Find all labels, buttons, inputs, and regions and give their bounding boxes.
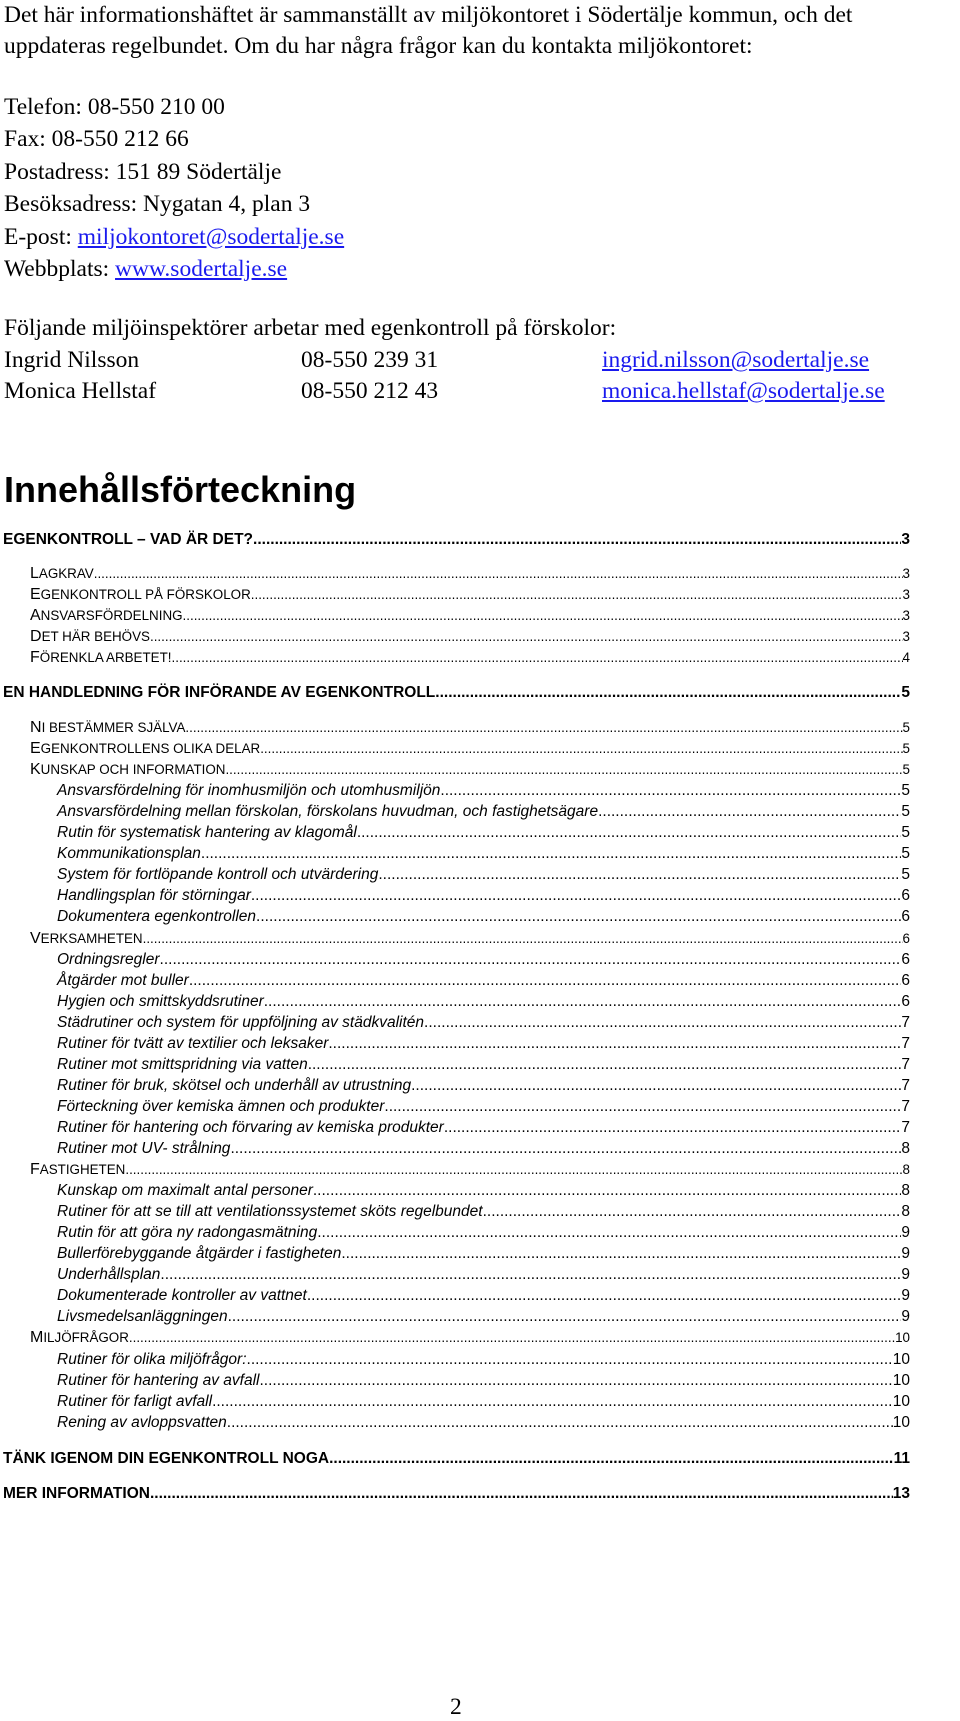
toc-entry-page: 3	[902, 587, 910, 602]
toc-entry-level-3[interactable]	[57, 1076, 910, 1096]
toc-entry-level-3[interactable]	[57, 1055, 910, 1075]
toc-dot-leader	[307, 1286, 902, 1306]
toc-entry-level-3[interactable]	[57, 907, 910, 927]
toc-entry-level-3[interactable]	[57, 886, 910, 906]
toc-entry-level-2[interactable]	[30, 739, 910, 759]
toc-entry-level-3[interactable]	[57, 1202, 910, 1222]
toc-entry-page: 5	[901, 866, 910, 883]
toc-entry-level-2[interactable]	[30, 606, 910, 626]
toc-entry-rest: GENKONTROLLENS OLIKA DELAR	[40, 741, 261, 756]
toc-dot-leader	[172, 648, 903, 668]
toc-entry-label	[30, 627, 150, 647]
toc-entry-page: 6	[901, 887, 910, 904]
toc-entry-label: Kommunikationsplan	[57, 845, 201, 862]
toc-entry-label	[30, 585, 251, 605]
toc-dot-leader	[160, 1265, 901, 1285]
contact-email-line	[4, 221, 344, 253]
toc-entry-label: Rutiner mot smittspridning via vatten	[57, 1056, 308, 1073]
toc-entry-level-2[interactable]	[30, 718, 910, 738]
toc-entry-page: 7	[901, 1056, 910, 1073]
toc-dot-leader	[251, 585, 903, 605]
toc-entry-level-3[interactable]	[57, 971, 910, 991]
toc-entry-label: Livsmedelsanläggningen	[57, 1308, 228, 1325]
toc-entry-page: 5	[901, 803, 910, 820]
toc-entry-page: 7	[901, 1119, 910, 1136]
toc-entry-level-3[interactable]	[57, 844, 910, 864]
toc-entry-page: 5	[902, 741, 910, 756]
toc-entry-page: 7	[901, 1014, 910, 1031]
toc-dot-leader	[341, 1244, 901, 1264]
toc-entry-page: 7	[901, 1035, 910, 1052]
toc-entry-label	[30, 606, 183, 626]
toc-entry-rest: ERKSAMHETEN	[40, 931, 143, 946]
toc-entry-initial: F	[30, 649, 40, 666]
toc-entry-level-1[interactable]	[3, 1484, 910, 1504]
toc-dot-leader	[253, 530, 901, 550]
toc-entry-page: 10	[892, 1372, 910, 1389]
toc-dot-leader	[435, 683, 901, 703]
toc-entry-initial: N	[30, 719, 42, 736]
toc-entry-page: 8	[901, 1140, 910, 1157]
toc-dot-leader	[313, 1181, 902, 1201]
toc-entry-level-2[interactable]	[30, 1160, 910, 1180]
inspector-phone: 08-550 212 43	[301, 378, 439, 404]
toc-entry-rest: ET HÄR BEHÖVS	[41, 629, 150, 644]
toc-entry-initial: M	[30, 1329, 44, 1346]
toc-entry-rest: UNSKAP OCH INFORMATION	[40, 762, 226, 777]
toc-entry-initial: E	[30, 586, 41, 603]
toc-entry-page: 13	[892, 1485, 910, 1502]
toc-entry-initial: E	[30, 740, 41, 757]
toc-dot-leader	[384, 1097, 901, 1117]
toc-entry-page: 6	[901, 908, 910, 925]
toc-entry-page: 9	[901, 1224, 910, 1241]
toc-entry-level-3[interactable]	[57, 1181, 910, 1201]
toc-entry-page: 7	[901, 1077, 910, 1094]
toc-entry-page: 9	[901, 1287, 910, 1304]
toc-entry-page: 5	[901, 782, 910, 799]
toc-entry-label: Bullerförebyggande åtgärder i fastigheten	[57, 1245, 342, 1262]
toc-dot-leader	[150, 1484, 893, 1504]
toc-dot-leader	[183, 606, 903, 626]
toc-entry-label: Dokumentera egenkontrollen	[57, 908, 257, 925]
toc-entry-level-2[interactable]	[30, 760, 910, 780]
toc-dot-leader	[256, 907, 901, 927]
toc-entry-page: 3	[902, 629, 910, 644]
toc-entry-label: Rutiner mot UV- strålning	[57, 1140, 231, 1157]
inspector-phone: 08-550 239 31	[301, 347, 439, 373]
toc-entry-page: 6	[901, 951, 910, 968]
email-link[interactable]: miljokontoret@sodertalje.se	[77, 223, 345, 250]
web-link[interactable]: www.sodertalje.se	[115, 256, 288, 283]
toc-entry-level-3[interactable]	[57, 1034, 910, 1054]
toc-entry-level-3[interactable]	[57, 781, 910, 801]
toc-dot-leader	[247, 1350, 893, 1370]
toc-entry-label	[30, 739, 260, 759]
toc-entry-initial: L	[30, 565, 39, 582]
toc-entry-level-3[interactable]	[57, 1139, 910, 1159]
toc-entry-initial: F	[30, 1161, 40, 1178]
toc-entry-level-3[interactable]	[57, 865, 910, 885]
toc-dot-leader	[357, 823, 902, 843]
toc-entry-label	[30, 760, 225, 780]
toc-entry-level-3[interactable]	[57, 992, 910, 1012]
toc-dot-leader	[598, 802, 901, 822]
toc-entry-label: Rutiner för bruk, skötsel och underhåll av utrustning	[57, 1077, 412, 1094]
toc-dot-leader	[150, 627, 903, 647]
toc-dot-leader	[317, 1223, 901, 1243]
toc-entry-label: Underhållsplan	[57, 1266, 161, 1283]
web-label: Webbplats:	[4, 256, 116, 283]
toc-dot-leader	[212, 1392, 893, 1412]
toc-entry-page: 4	[902, 650, 910, 665]
toc-entry-rest: AGKRAV	[38, 566, 94, 581]
toc-entry-level-1[interactable]	[3, 1449, 910, 1469]
toc-entry-page: 10	[892, 1393, 910, 1410]
toc-entry-label: TÄNK IGENOM DIN EGENKONTROLL NOGA	[3, 1450, 330, 1467]
toc-entry-level-3[interactable]	[57, 1244, 910, 1264]
toc-entry-label: Åtgärder mot buller	[57, 972, 189, 989]
inspector-row	[4, 376, 944, 407]
toc-entry-initial: D	[30, 628, 42, 645]
toc-entry-rest: GENKONTROLL PÅ FÖRSKOLOR	[40, 587, 251, 602]
toc-entry-level-1[interactable]	[3, 683, 910, 703]
toc-entry-level-2[interactable]	[30, 1328, 910, 1348]
inspector-email-link[interactable]: ingrid.nilsson@sodertalje.se	[602, 347, 870, 373]
toc-entry-label	[30, 564, 94, 584]
toc-entry-page: 3	[901, 531, 910, 548]
toc-entry-level-3[interactable]	[57, 950, 910, 970]
toc-entry-page: 10	[892, 1414, 910, 1431]
toc-dot-leader	[160, 950, 902, 970]
toc-entry-label: Förteckning över kemiska ämnen och produkter	[57, 1098, 385, 1115]
toc-entry-level-3[interactable]	[57, 1286, 910, 1306]
toc-dot-leader	[483, 1202, 902, 1222]
toc-entry-level-2[interactable]	[30, 585, 910, 605]
toc-entry-page: 8	[902, 1162, 910, 1177]
toc-entry-page: 9	[901, 1308, 910, 1325]
toc-entry-rest: I BESTÄMMER SJÄLVA	[41, 720, 186, 735]
toc-entry-level-3[interactable]	[57, 1413, 910, 1433]
toc-entry-initial: V	[30, 930, 41, 947]
toc-entry-level-2[interactable]	[30, 929, 910, 949]
toc-dot-leader	[424, 1013, 901, 1033]
toc-entry-label: Handlingsplan för störningar	[57, 887, 251, 904]
toc-dot-leader	[411, 1076, 901, 1096]
intro-paragraph: Det här informationshäftet är sammanställt av miljökontoret i Södertälje kommun, och det uppdateras regelbundet. Om du har några frågor kan du kontakta miljökontoret:	[4, 2, 853, 59]
toc-dot-leader	[378, 865, 901, 885]
toc-entry-level-3[interactable]	[57, 1223, 910, 1243]
toc-entry-label: EN HANDLEDNING FÖR INFÖRANDE AV EGENKONTROLL	[3, 684, 436, 701]
toc-entry-level-3[interactable]	[57, 823, 910, 843]
toc-entry-level-3[interactable]	[57, 802, 910, 822]
toc-entry-level-1[interactable]	[3, 530, 910, 550]
inspector-row	[4, 345, 944, 376]
toc-entry-label: Rutiner för att se till att ventilationssystemet sköts regelbundet	[57, 1203, 483, 1220]
toc-entry-label	[30, 1328, 129, 1348]
toc-entry-level-2[interactable]	[30, 564, 910, 584]
toc-entry-page: 5	[901, 684, 910, 701]
inspector-email-link[interactable]: monica.hellstaf@sodertalje.se	[602, 378, 885, 404]
contact-phone: Telefon: 08-550 210 00	[4, 94, 225, 120]
toc-entry-label: Rening av avloppsvatten	[57, 1414, 227, 1431]
toc-entry-label: Rutin för systematisk hantering av klagomål	[57, 824, 357, 841]
toc-entry-initial: K	[30, 761, 41, 778]
toc-entry-label: Rutiner för hantering av avfall	[57, 1372, 260, 1389]
toc-entry-page: 6	[901, 972, 910, 989]
toc-dot-leader	[230, 1139, 901, 1159]
toc-entry-page: 10	[892, 1351, 910, 1368]
toc-entry-page: 5	[902, 762, 910, 777]
toc-dot-leader	[260, 739, 902, 759]
toc-dot-leader	[329, 1449, 894, 1469]
toc-dot-leader	[125, 1160, 902, 1180]
toc-entry-level-3[interactable]	[57, 1097, 910, 1117]
toc-entry-page: 8	[901, 1182, 910, 1199]
toc-entry-label: Ansvarsfördelning för inomhusmiljön och utomhusmiljön	[57, 782, 441, 799]
toc-entry-level-3[interactable]	[57, 1013, 910, 1033]
toc-dot-leader	[444, 1118, 902, 1138]
toc-entry-label: Ansvarsfördelning mellan förskolan, förskolans huvudman, och fastighetsägare	[57, 803, 599, 820]
contact-block	[4, 91, 344, 285]
toc-entry-level-3[interactable]	[57, 1118, 910, 1138]
toc-dot-leader	[259, 1371, 892, 1391]
toc-entry-page: 3	[902, 608, 910, 623]
toc-entry-level-3[interactable]	[57, 1371, 910, 1391]
toc-entry-label: Dokumenterade kontroller av vattnet	[57, 1287, 307, 1304]
contact-web-line	[4, 253, 344, 285]
toc-dot-leader	[227, 1413, 893, 1433]
toc-entry-level-2[interactable]	[30, 648, 910, 668]
toc-entry-page: 5	[902, 720, 910, 735]
toc-entry-level-3[interactable]	[57, 1307, 910, 1327]
toc-entry-level-3[interactable]	[57, 1392, 910, 1412]
toc-entry-label: Rutiner för hantering och förvaring av kemiska produkter	[57, 1119, 444, 1136]
toc-dot-leader	[228, 1307, 902, 1327]
toc-entry-page: 8	[901, 1203, 910, 1220]
toc-dot-leader	[129, 1328, 895, 1348]
toc-dot-leader	[328, 1034, 901, 1054]
toc-dot-leader	[308, 1055, 902, 1075]
toc-entry-rest: NSVARSFÖRDELNING	[40, 608, 183, 623]
toc-entry-label: Städrutiner och system för uppföljning av städkvalitén	[57, 1014, 425, 1031]
toc-entry-page: 6	[902, 931, 910, 946]
toc-dot-leader	[251, 886, 902, 906]
toc-entry-label: Rutiner för olika miljöfrågor:	[57, 1351, 247, 1368]
email-label: E-post:	[4, 223, 78, 250]
contact-fax: Fax: 08-550 212 66	[4, 126, 189, 153]
toc-entry-level-3[interactable]	[57, 1265, 910, 1285]
toc-entry-page: 11	[893, 1450, 910, 1467]
toc-entry-page: 10	[895, 1330, 910, 1345]
toc-entry-label: Rutiner för tvätt av textilier och leksaker	[57, 1035, 329, 1052]
toc-entry-label: Rutiner för farligt avfall	[57, 1393, 213, 1410]
toc-entry-label: Ordningsregler	[57, 951, 160, 968]
toc-entry-page: 7	[901, 1098, 910, 1115]
toc-entry-page: 3	[902, 566, 910, 581]
toc-entry-label: EGENKONTROLL – VAD ÄR DET?	[3, 531, 254, 548]
toc-entry-label	[30, 648, 172, 668]
toc-dot-leader	[440, 781, 901, 801]
toc-entry-rest: ILJÖFRÅGOR	[43, 1330, 129, 1345]
contact-visiting-address: Besöksadress: Nygatan 4, plan 3	[4, 191, 311, 218]
toc-dot-leader	[264, 992, 902, 1012]
toc-entry-label	[30, 718, 185, 738]
toc-dot-leader	[189, 971, 902, 991]
toc-entry-rest: ÖRENKLA ARBETET!	[39, 650, 172, 665]
toc-entry-label: Hygien och smittskyddsrutiner	[57, 993, 264, 1010]
toc-entry-initial: A	[30, 607, 41, 624]
toc-entry-label	[30, 1160, 125, 1180]
toc-entry-page: 9	[901, 1245, 910, 1262]
inspector-name: Monica Hellstaf	[4, 378, 157, 404]
toc-title: Innehållsförteckning	[4, 469, 357, 510]
inspector-name: Ingrid Nilsson	[4, 347, 140, 373]
toc-entry-rest: ASTIGHETEN	[39, 1162, 126, 1177]
toc-entry-level-3[interactable]	[57, 1350, 910, 1370]
toc-dot-leader	[94, 564, 903, 584]
toc-dot-leader	[185, 718, 902, 738]
toc-dot-leader	[201, 844, 901, 864]
contact-postal-address: Postadress: 151 89 Södertälje	[4, 158, 282, 185]
toc-entry-page: 5	[901, 845, 910, 862]
toc-entry-label	[30, 929, 143, 949]
toc-entry-level-2[interactable]	[30, 627, 910, 647]
toc-dot-leader	[225, 760, 902, 780]
toc-dot-leader	[143, 929, 903, 949]
toc-entry-page: 6	[901, 993, 910, 1010]
toc-entry-label: MER INFORMATION	[3, 1485, 150, 1502]
inspectors-intro: Följande miljöinspektörer arbetar med egenkontroll på förskolor:	[4, 315, 617, 341]
toc-entry-page: 5	[901, 824, 910, 841]
toc-entry-page: 9	[901, 1266, 910, 1283]
toc-entry-label: Rutin för att göra ny radongasmätning	[57, 1224, 318, 1241]
toc-entry-label: Kunskap om maximalt antal personer	[57, 1182, 313, 1199]
toc-entry-label: System för fortlöpande kontroll och utvärdering	[57, 866, 379, 883]
page-number: 2	[450, 1694, 462, 1720]
